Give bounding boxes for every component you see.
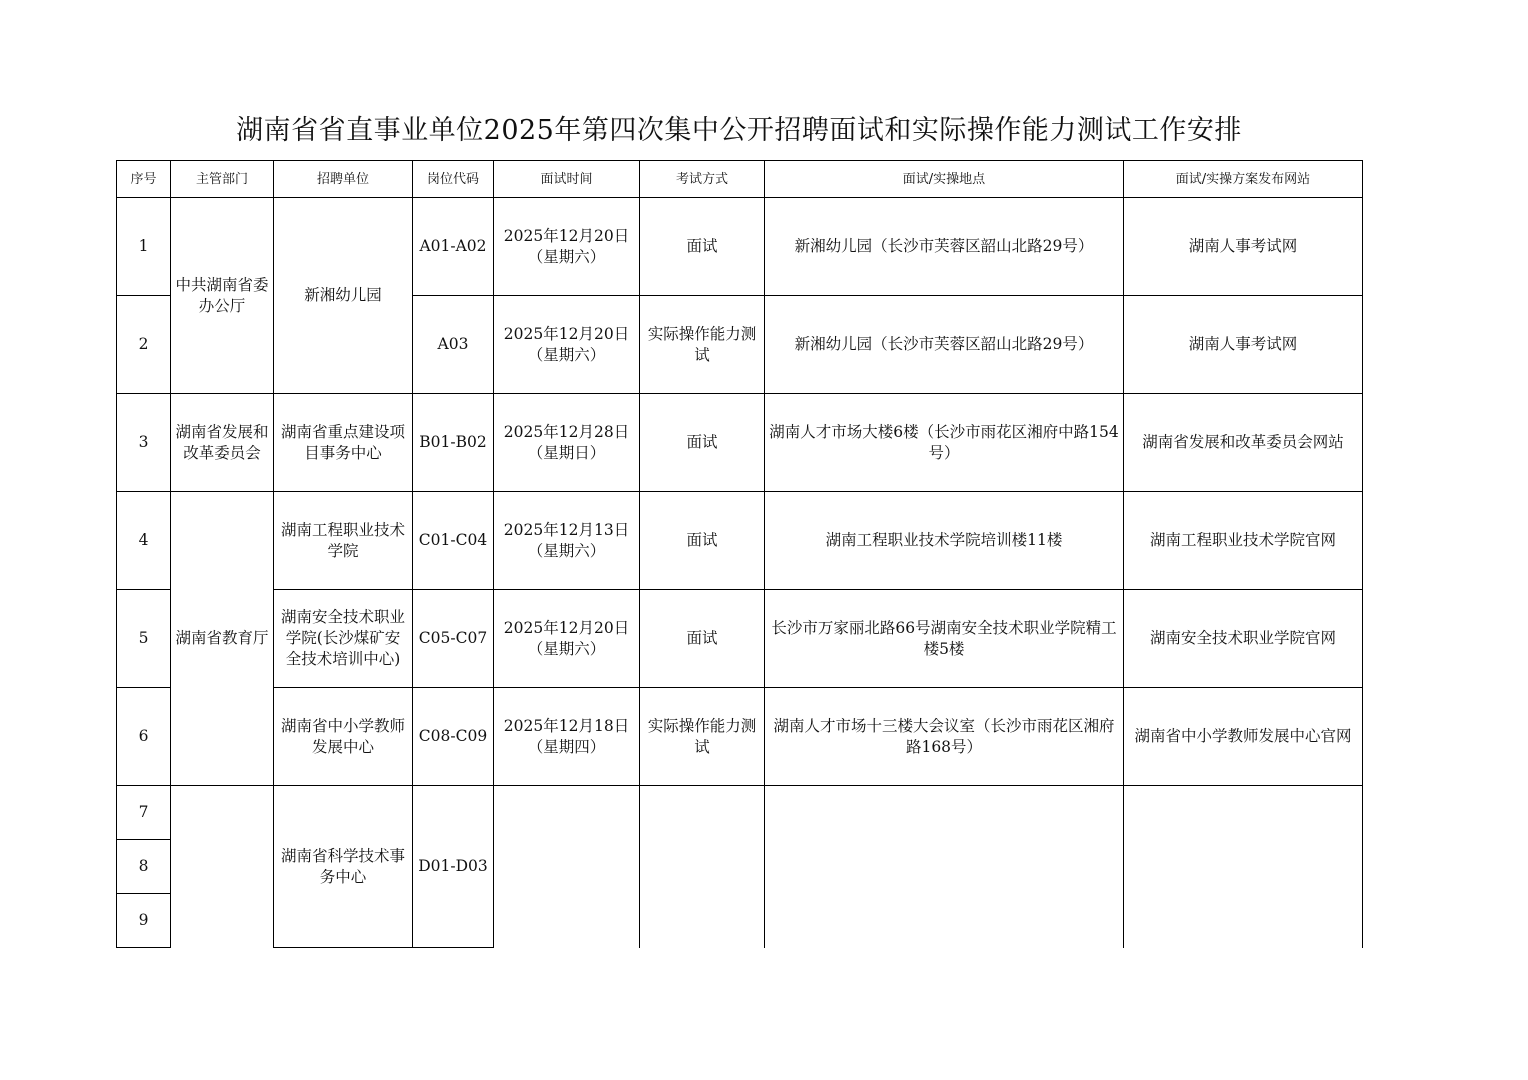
col-header-place: 面试/实操地点: [765, 161, 1124, 198]
cell-dept: [171, 786, 274, 948]
cell-site: 湖南人事考试网: [1124, 198, 1363, 296]
cell-site: 湖南工程职业技术学院官网: [1124, 492, 1363, 590]
table-row: [117, 590, 1363, 688]
col-header-time: 面试时间: [494, 161, 640, 198]
cell-no: 6: [117, 688, 171, 786]
col-header-dept: 主管部门: [171, 161, 274, 198]
cell-time: 2025年12月18日（星期四）: [494, 688, 640, 786]
cell-mode: [640, 786, 765, 948]
cell-dept: 湖南省发展和改革委员会: [171, 394, 274, 492]
table-row: [117, 786, 1363, 840]
cell-site: 湖南省中小学教师发展中心官网: [1124, 688, 1363, 786]
cell-site: 湖南人事考试网: [1124, 296, 1363, 394]
cell-unit: 湖南省重点建设项目事务中心: [274, 394, 413, 492]
cell-time: 2025年12月20日（星期六）: [494, 198, 640, 296]
cell-place: 湖南工程职业技术学院培训楼11楼: [765, 492, 1124, 590]
cell-no: 2: [117, 296, 171, 394]
table-row: [117, 198, 1363, 296]
cell-code: A03: [413, 296, 494, 394]
cell-mode: 面试: [640, 492, 765, 590]
col-header-no: 序号: [117, 161, 171, 198]
table-row: [117, 394, 1363, 492]
cell-place: 新湘幼儿园（长沙市芙蓉区韶山北路29号）: [765, 198, 1124, 296]
schedule-table: [116, 160, 1363, 948]
cell-place: [765, 786, 1124, 948]
cell-time: [494, 786, 640, 948]
cell-mode: 实际操作能力测试: [640, 688, 765, 786]
cell-no: 4: [117, 492, 171, 590]
cell-site: 湖南省发展和改革委员会网站: [1124, 394, 1363, 492]
cell-no: 9: [117, 894, 171, 948]
header-row: [117, 161, 1363, 198]
cell-unit: 湖南省科学技术事务中心: [274, 786, 413, 948]
cell-place: 湖南人才市场大楼6楼（长沙市雨花区湘府中路154号）: [765, 394, 1124, 492]
col-header-unit: 招聘单位: [274, 161, 413, 198]
document-title: 湖南省省直事业单位2025年第四次集中公开招聘面试和实际操作能力测试工作安排: [236, 115, 1242, 146]
cell-time: 2025年12月28日（星期日）: [494, 394, 640, 492]
cell-unit: 湖南工程职业技术学院: [274, 492, 413, 590]
cell-site: 湖南安全技术职业学院官网: [1124, 590, 1363, 688]
cell-time: 2025年12月20日（星期六）: [494, 296, 640, 394]
cell-mode: 面试: [640, 590, 765, 688]
cell-no: 7: [117, 786, 171, 840]
cell-site: [1124, 786, 1363, 948]
cell-mode: 面试: [640, 394, 765, 492]
cell-code: C08-C09: [413, 688, 494, 786]
cell-dept: 湖南省教育厅: [171, 492, 274, 786]
cell-no: 3: [117, 394, 171, 492]
cell-code: C01-C04: [413, 492, 494, 590]
col-header-code: 岗位代码: [413, 161, 494, 198]
cell-code: D01-D03: [413, 786, 494, 948]
cell-code: A01-A02: [413, 198, 494, 296]
cell-time: 2025年12月20日（星期六）: [494, 590, 640, 688]
cell-code: B01-B02: [413, 394, 494, 492]
table-row: [117, 492, 1363, 590]
cell-place: 新湘幼儿园（长沙市芙蓉区韶山北路29号）: [765, 296, 1124, 394]
table-row: [117, 688, 1363, 786]
cell-unit: 湖南安全技术职业学院(长沙煤矿安全技术培训中心): [274, 590, 413, 688]
cell-no: 8: [117, 840, 171, 894]
col-header-site: 面试/实操方案发布网站: [1124, 161, 1363, 198]
cell-mode: 实际操作能力测试: [640, 296, 765, 394]
cell-place: 长沙市万家丽北路66号湖南安全技术职业学院精工楼5楼: [765, 590, 1124, 688]
cell-time: 2025年12月13日（星期六）: [494, 492, 640, 590]
cell-unit: 新湘幼儿园: [274, 198, 413, 394]
cell-no: 5: [117, 590, 171, 688]
col-header-mode: 考试方式: [640, 161, 765, 198]
cell-dept: 中共湖南省委办公厅: [171, 198, 274, 394]
cell-mode: 面试: [640, 198, 765, 296]
cell-place: 湖南人才市场十三楼大会议室（长沙市雨花区湘府路168号）: [765, 688, 1124, 786]
cell-unit: 湖南省中小学教师发展中心: [274, 688, 413, 786]
cell-code: C05-C07: [413, 590, 494, 688]
cell-no: 1: [117, 198, 171, 296]
